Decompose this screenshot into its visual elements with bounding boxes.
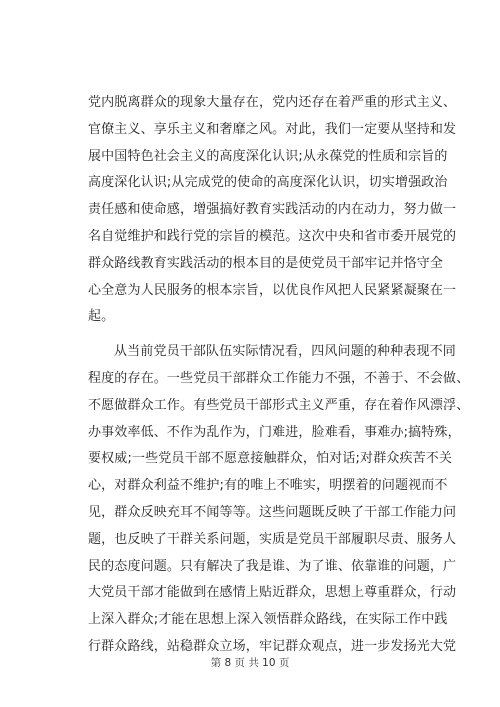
text-line-indented: 从当前党员干部队伍实际情况看，四风问题的种种表现不同 [114, 344, 456, 360]
text-line: 起。 [88, 309, 115, 325]
text-line: 高度深化认识;从完成党的使命的高度深化认识，切实增强政治 [88, 175, 448, 191]
text-line: 程度的存在。一些党员干部群众工作能力不强，不善于、不会做、 [88, 370, 470, 386]
text-line: 展中国特色社会主义的高度深化认识;从永葆党的性质和宗旨的 [88, 148, 448, 164]
text-line: 不愿做群众工作。有些党员干部形式主义严重，存在着作风漂浮、 [88, 397, 470, 413]
text-line: 党内脱离群众的现象大量存在，党内还存在着严重的形式主义、 [88, 95, 457, 110]
text-line: 上深入群众;才能在思想上深入领悟群众路线，在实际工作中践 [88, 612, 448, 628]
paragraph-gap [88, 331, 423, 339]
text-line: 行群众路线，站稳群众立场，牢记群众观点，进一步发扬光大党 [88, 638, 457, 654]
text-line: 题，也反映了干群关系问题，实质是党员干部履职尽责、服务人 [88, 531, 457, 547]
paragraph-1 [88, 90, 457, 331]
text-line: 见，群众反映充耳不闻等等。这些问题既反映了干部工作能力问 [88, 504, 457, 520]
text-line: 心全意为人民服务的根本宗旨，以优良作风把人民紧紧凝聚在一 [88, 282, 457, 298]
paragraph-2 [88, 339, 470, 661]
page-footer: 第 8 页 共 10 页 [210, 657, 290, 669]
text-line: 责任感和使命感，增强搞好教育实践活动的内在动力，努力做一 [88, 202, 457, 218]
text-line: 大党员干部才能做到在感情上贴近群众，思想上尊重群众，行动 [88, 585, 457, 601]
text-line: 群众路线教育实践活动的根本目的是使党员干部牢记并恪守全 [88, 255, 444, 271]
text-line: 心，对群众利益不维护;有的唯上不唯实，明摆着的问题视而不 [88, 478, 448, 494]
text-line: 民的态度问题。只有解决了我是谁、为了谁、依靠谁的问题，广 [88, 558, 457, 574]
text-line: 名自觉维护和践行党的宗旨的模范。这次中央和省市委开展党的 [88, 228, 457, 244]
document-body [88, 90, 470, 661]
text-line: 办事效率低、不作为乱作为，门难进，脸难看，事难办;搞特殊， [88, 424, 461, 440]
text-line: 官僚主义、享乐主义和奢靡之风。对此，我们一定要从坚持和发 [88, 121, 457, 137]
text-line: 要权威;一些党员干部不愿意接触群众，怕对话;对群众疾苦不关 [88, 451, 453, 467]
